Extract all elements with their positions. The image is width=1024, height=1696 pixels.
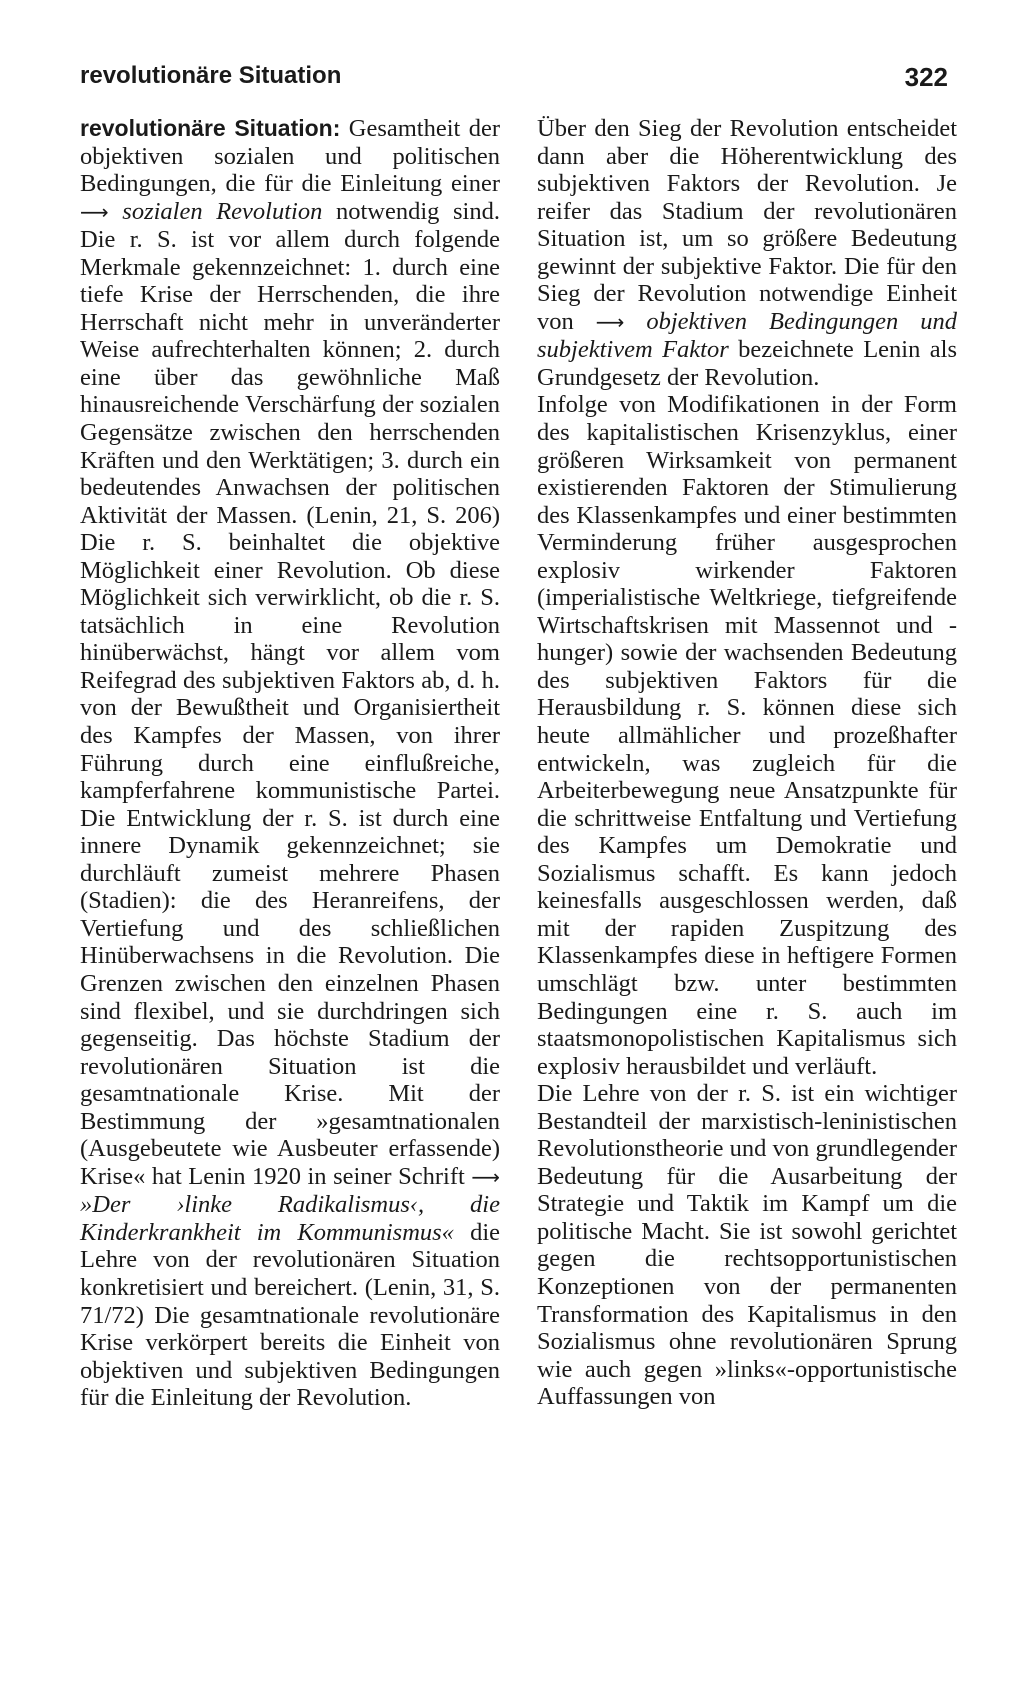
running-head xyxy=(80,62,948,102)
entry-text: notwendig sind. Die r. S. ist vor allem durch folgende Merkmale gekennzeichnet: 1. durch eine tiefe Krise der Herrschenden, die ihre Herrschaft nicht mehr in unveränderter Weise aufrechterhalten können; 2. durch eine über das gewöhnliche Maß hinausreichende Verschärfung der sozialen Gegensätze zwischen den herrschenden Kräften und den Werktätigen; 3. durch ein bedeutendes Anwachsen der politischen Aktivität der Massen. (Lenin, 21, S. 206) Die r. S. beinhaltet die objektive Möglichkeit einer Revolution. Ob diese Möglichkeit sich verwirklicht, ob die r. S. tatsächlich in eine Revolution hinüberwächst, hängt vor allem vom Reifegrad des subjektiven Faktors ab, d. h. von der Bewußtheit und Organisiertheit des Kampfes der Massen, von ihrer Führung durch eine einflußreiche, kampferfahrene kommunistische Partei. Die Entwicklung der r. S. ist durch eine innere Dynamik gekennzeichnet; sie durchläuft zumeist mehrere Phasen (Stadien): die des Heranreifens, der Vertiefung und des schließlichen Hinüberwachsens in die Revolution. Die Grenzen zwischen den einzelnen Phasen sind flexibel, und sie durchdringen sich gegenseitig. Das höchste Stadium der revolutionären Situation ist die gesamtnationale Krise. Mit der Bestimmung der »gesamtnationalen (Ausgebeutete wie Ausbeuter erfassende) Krise« hat Lenin 1920 in seiner Schrift xyxy=(80,197,500,1190)
entry-text: bezeichnete Lenin als Grundgesetz der Revolution. xyxy=(537,336,957,391)
left-column xyxy=(80,115,500,1412)
entry-lemma: revolutionäre Situation: xyxy=(80,115,341,141)
page-number: 322 xyxy=(904,62,948,92)
entry-text: Über den Sieg der Revolution entscheidet dann aber die Höherentwicklung des subjektiven Faktors der Revolution. Je reifer das Stadium der revolutionären Situation ist, um so größere Bedeutung gewinnt der subjektive Faktor. Die für den Sieg der Revolution notwendige Einheit von xyxy=(537,115,957,335)
cross-reference-arrow-icon: ⟶ xyxy=(80,199,109,224)
entry-paragraph: Die Lehre von der r. S. ist ein wichtiger Bestandteil der marxistisch-leninistischen Revolutionstheorie und von grundlegender Bedeutung für die Ausarbeitung der Strategie und Taktik im Kampf um die politische Macht. Sie ist sowohl gerichtet gegen die rechtsopportunistischen Konzeptionen von der permanenten Transformation des Kapitalismus in den Sozialismus ohne revolutionären Sprung wie auch gegen »links«-opportunistische Auffassungen von xyxy=(537,1080,957,1411)
cross-reference-linke-radikalismus: »Der ›linke Radikalismus‹, die Kinderkrankheit im Kommunismus« xyxy=(80,1191,500,1246)
cross-reference-arrow-icon: ⟶ xyxy=(595,309,625,334)
running-title: revolutionäre Situation xyxy=(80,62,342,89)
cross-reference-objektive-bedingungen: objektiven Bedingungen und subjektivem Faktor xyxy=(537,307,957,364)
cross-reference-arrow-icon: ⟶ xyxy=(471,1164,500,1189)
entry-text: Gesamtheit der objektiven sozialen und politischen Bedingungen, die für die Einleitung einer xyxy=(80,115,500,198)
entry-paragraph xyxy=(80,115,500,1412)
entry-paragraph xyxy=(537,115,957,391)
entry-text: die Lehre von der revolutionären Situation konkretisiert und bereichert. (Lenin, 31, S. 71/72) Die gesamtnationale revolutionäre Krise verkörpert bereits die Einheit von objektiven und subjektiven Bedingungen für die Einleitung der Revolution. xyxy=(80,1218,500,1412)
entry-paragraph: Infolge von Modifikationen in der Form des kapitalistischen Krisenzyklus, einer größeren Wirksamkeit von permanent existierenden Faktoren der Stimulierung des Klassenkampfes und einer bestimmten Verminderung früher ausgesprochen explosiv wirkender Faktoren (imperialistische Weltkriege, tiefgreifende Wirtschaftskrisen mit Massennot und -hunger) sowie der wachsenden Bedeutung des subjektiven Faktors für die Herausbildung r. S. können diese sich heute allmählicher und prozeßhafter entwickeln, was zugleich für die Arbeiterbewegung neue Ansatzpunkte für die schrittweise Entfaltung und Vertiefung des Kampfes um Demokratie und Sozialismus schafft. Es kann jedoch keinesfalls ausgeschlossen werden, daß mit der rapiden Zuspitzung des Klassenkampfes diese in heftigere Formen umschlägt bzw. unter bestimmten Bedingungen eine r. S. auch im staatsmonopolistischen Kapitalismus sich explosiv herausbildet und verläuft. xyxy=(537,391,957,1080)
right-column xyxy=(537,115,957,1411)
cross-reference-sozialen-revolution: sozialen Revolution xyxy=(122,197,323,225)
